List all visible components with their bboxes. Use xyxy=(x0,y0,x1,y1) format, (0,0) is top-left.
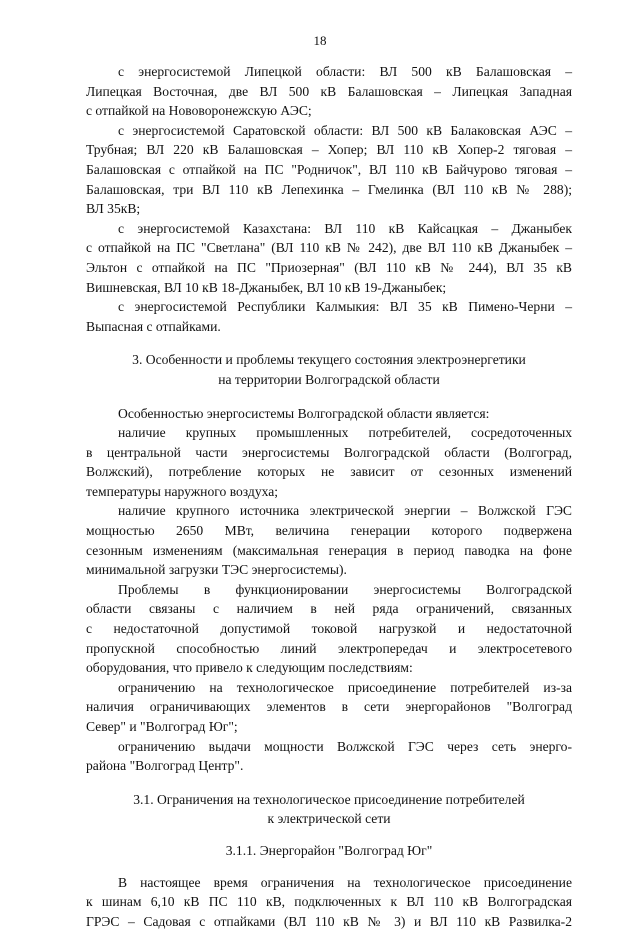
text-line: оборудования, что привело к следующим последствиям: xyxy=(86,660,413,676)
text-line: мощностью 2650 МВт, величина генерации которого подвержена xyxy=(86,523,572,539)
text-line: области связаны с наличием в ней ряда ограничений, связанных xyxy=(86,601,572,617)
text-line: к шинам 6,10 кВ ПС 110 кВ, подключенных к ВЛ 110 кВ Волгоградская xyxy=(86,894,572,910)
section-heading: на территории Волгоградской области xyxy=(218,371,440,387)
text-line: Проблемы в функционировании энергосистемы Волгоградской xyxy=(118,581,572,597)
subsubsection-heading: 3.1.1. Энергорайон "Волгоград Юг" xyxy=(225,842,433,858)
text-line: Выпасная с отпайками. xyxy=(86,318,221,334)
section-heading: 3. Особенности и проблемы текущего состояния электроэнергетики xyxy=(132,352,526,368)
subsection-heading: к электрической сети xyxy=(267,811,391,827)
text-line: Особенностью энергосистемы Волгоградской области является: xyxy=(118,405,490,421)
text-line: с энергосистемой Казахстана: ВЛ 110 кВ Кайсацкая – Джаныбек xyxy=(118,220,572,236)
spacer xyxy=(86,776,572,790)
text-line: пропускной способностью линий электропередач и электросетевого xyxy=(86,640,572,656)
text-line: с энергосистемой Республики Калмыкия: ВЛ 35 кВ Пимено-Черни – xyxy=(118,299,572,315)
text-line: с отпайкой на Нововоронежскую АЭС; xyxy=(86,103,312,119)
text-line: ограничению выдачи мощности Волжской ГЭС через сеть энерго- xyxy=(118,738,572,754)
spacer xyxy=(86,861,572,873)
text-line: ГРЭС – Садовая с отпайками (ВЛ 110 кВ № 3) и ВЛ 110 кВ Развилка-2 xyxy=(86,913,572,929)
text-line: сезонным изменениям (максимальная генерация в период паводка на фоне xyxy=(86,542,572,558)
text-line: в центральной части энергосистемы Волгоградской области (Волгоград, xyxy=(86,444,572,460)
text-line: наличия ограничивающих элементов в сети энергорайонов "Волгоград xyxy=(86,699,572,715)
text-line: Север" и "Волгоград Юг"; xyxy=(86,719,238,734)
text-line: Балашовская с отпайкой на ПС "Родничок", ВЛ 110 кВ Байчурово тяговая – xyxy=(86,161,572,177)
page-number: 18 xyxy=(313,33,327,48)
text-line: Вишневская, ВЛ 10 кВ 18-Джаныбек, ВЛ 10 кВ 19-Джаныбек; xyxy=(86,279,447,295)
text-line: Балашовская, три ВЛ 110 кВ Лепехинка – Гмелинка (ВЛ 110 кВ № 288); xyxy=(86,181,572,197)
text-line: В настоящее время ограничения на технологическое присоединение xyxy=(118,874,572,890)
text-line: температуры наружного воздуха; xyxy=(86,483,279,499)
text-line: Трубная; ВЛ 220 кВ Балашовская – Хопер; ВЛ 110 кВ Хопер-2 тяговая – xyxy=(86,142,572,158)
text-line: ВЛ 35кВ; xyxy=(86,201,141,217)
text-line: минимальной загрузки ТЭС энергосистемы). xyxy=(86,562,347,578)
text-line: наличие крупных промышленных потребителей, сосредоточенных xyxy=(118,425,572,441)
spacer xyxy=(86,829,572,841)
text-line: с энергосистемой Липецкой области: ВЛ 500 кВ Балашовская – xyxy=(118,64,572,79)
page-body xyxy=(86,62,572,931)
text-line: наличие крупного источника электрической энергии – Волжской ГЭС xyxy=(118,503,572,519)
text-line: Эльтон с отпайкой на ПС "Приозерная" (ВЛ 110 кВ № 244), ВЛ 35 кВ xyxy=(86,259,572,275)
text-line: с отпайкой на ПС "Светлана" (ВЛ 110 кВ № 242), две ВЛ 110 кВ Джаныбек – xyxy=(86,240,572,256)
text-line: района "Волгоград Центр". xyxy=(86,758,244,774)
text-line: Липецкая Восточная, две ВЛ 500 кВ Балашовская – Липецкая Западная xyxy=(86,83,572,99)
text-line: с энергосистемой Саратовской области: ВЛ 500 кВ Балаковская АЭС – xyxy=(118,122,572,138)
spacer xyxy=(86,390,572,404)
text-line: ограничению на технологическое присоединение потребителей из-за xyxy=(118,679,572,695)
text-line: с недостаточной допустимой токовой нагрузкой и недостаточной xyxy=(86,621,572,637)
text-line: Волжский), потребление которых не зависит от сезонных изменений xyxy=(86,464,572,480)
spacer xyxy=(86,336,572,350)
subsection-heading: 3.1. Ограничения на технологическое присоединение потребителей xyxy=(133,791,525,807)
